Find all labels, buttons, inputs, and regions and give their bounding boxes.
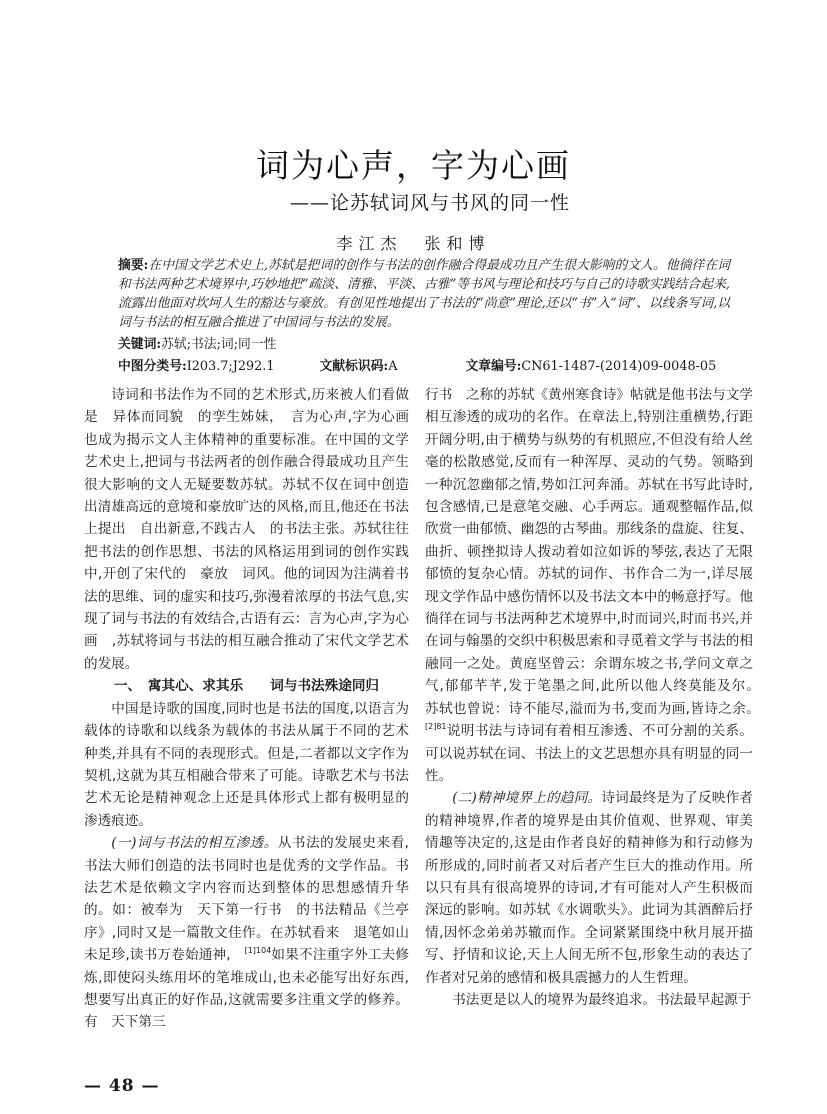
paragraph: 书法更是以人的境界为最终追求。书法最早起源于 xyxy=(452,991,752,1008)
paragraph xyxy=(425,787,753,989)
paragraph xyxy=(84,832,409,1034)
page-number: — 48 — xyxy=(84,1076,160,1096)
paragraph-text: 行书 之称的苏轼《黄州寒食诗》帖就是他书法与文学相互渗透的成功的名作。在章法上,特别注重横势,行距开阔分明,由于横势与纵势的有机照应,不但没有给人丝毫的松散感觉,反而有一种浑厚、灵动的气势。领略到一种沉忽幽郁之情,势如江河奔涌。苏轼在书写此诗时,包含感情,已是意笔交融、心手两忘。通观整幅作品,似欣赏一曲郁愤、幽怨的古琴曲。那线条的盘旋、往复、曲折、顿挫拟诗人拨动着如泣如诉的琴弦,表达了无限郁愤的复杂心情。苏轼的词作、书作合二为一,详尽展现文学作品中感伤情怀以及书法文本中的畅意抒写。他徜徉在词与书法两种艺术境界中,时而词兴,时而书兴,并在词与翰墨的交织中积极思索和寻觅着文学与书法的相融同一之处。黄庭坚曾云：余谓东坡之书,学问文章之气,郁郁芊芊,发于笔墨之间,此所以他人终莫能及尔。 苏轼也曾说：诗不能尽,溢而为书,变而为画,皆诗之余。 xyxy=(425,387,767,717)
keywords xyxy=(118,335,730,354)
classification-line xyxy=(118,357,758,376)
class-label: 中图分类号: xyxy=(118,359,187,374)
paragraph: 中国是诗歌的国度,同时也是书法的国度,以语言为载体的诗歌和以线条为载体的书法从属于不同的艺术种类,并具有不同的表现形式。但是,二者都以文字作为契机,这就为其互相融合带来了可能。诗歌艺术与书法艺术无论是精神观念上还是具体形式上都有极明显的渗透痕迹。 xyxy=(84,700,409,829)
citation: [1]104 xyxy=(244,946,272,956)
section-heading: 一、 寓其心、求其乐 词与书法殊途同归 xyxy=(113,678,380,695)
doc-code-value: A xyxy=(388,359,398,374)
abstract-label: 摘要: xyxy=(118,258,149,273)
right-column xyxy=(425,384,767,1011)
citation: [2]81 xyxy=(425,722,447,732)
article-no-value: CN61-1487-(2014)09-0048-05 xyxy=(521,359,717,374)
article-title: 词为心声，字为心画 xyxy=(256,146,571,185)
paragraph: 诗词和书法作为不同的艺术形式,历来被人们看做是 异体而同貌 的孪生姊妹， 言为心声,字为心画 也成为揭示文人主体精神的重要标准。在中国的文学艺术史上,把词与书法两者的创作融合得最成功且产生很大影响的文人无疑要数苏轼。苏轼不仅在词中创造出清雄高远的意境和豪放旷达的风格,而且,他还在书法上提出 自出新意,不践古人 的书法主张。苏轼往往把书法的创作思想、书法的风格运用到词的创作实践中,开创了宋代的 豪放 词风。他的词因为注满着书法的思维、词的虚实和技巧,弥漫着浓厚的书法气息,实现了词与书法的有效结合,古语有云：言为心声,字为心画 ,苏轼将词与书法的相互融合推动了宋代文学艺术的发展。 xyxy=(84,387,423,672)
left-column xyxy=(84,384,423,1034)
paragraph-text: 诗词最终是为了反映作者的精神境界,作者的境界是由其价值观、世界观、审美情趣等决定的,这是由作者良好的精神修为和行动修为所形成的,同时前者又对后者产生巨大的推动作用。所以只有具有很高境界的诗词,才有可能对人产生积极而深远的影响。如苏轼《水调歌头》。此词为其酒醉后抒情,因怀念弟弟苏辙而作。全词紧紧围绕中秋月展开描写、抒情和议论,天上人间无所不包,形象生动的表达了作者对兄弟的感情和极具震撼力的人生哲理。 xyxy=(425,790,754,986)
abstract-text: 在中国文学艺术史上,苏轼是把词的创作与书法的创作融合得最成功且产生很大影响的文人。他徜徉在词和书法两种艺术境界中,巧妙地把“疏淡、清雅、平淡、古雅”等书风与理论和技巧与自己的诗歌实践结合起来,流露出他面对坎坷人生的豁达与豪放。有创见性地提出了书法的“尚意”理论,还以“书”入“词”、以线条写词,以词与书法的相互融合推进了中国词与书法的发展。 xyxy=(118,258,730,330)
keywords-text: 苏轼;书法;词;同一性 xyxy=(161,337,277,352)
paragraph-text: 从书法的发展史来看,书法大师们创造的法书同时也是优秀的文学作品。书法艺术是依赖文字内容而达到整体的思想感情升华的。如：被奉为 天下第一行书 的书法精品《兰亭序》,同时又是一篇散文佳作。在苏轼看来 退笔如山未足珍,读书万卷始通神, xyxy=(84,835,409,964)
paragraph-text: 如果不注重字外工夫修炼,即使闷头练用坏的笔堆成山,也未必能写出好东西,想要写出真正的好作品,这就需要多注重文学的修养。有 天下第三 xyxy=(84,947,409,1031)
paragraph xyxy=(425,384,767,787)
subsection-heading: (二)精神境界上的趋同。 xyxy=(452,790,602,807)
article-no-label: 文章编号: xyxy=(465,359,522,374)
doc-code-label: 文献标识码: xyxy=(319,359,389,374)
subsection-heading: (一)词与书法的相互渗透。 xyxy=(111,835,278,852)
class-value: I203.7;J292.1 xyxy=(186,359,275,374)
article-authors: 李江杰 张和博 xyxy=(336,234,491,253)
article-subtitle: ——论苏轼词风与书风的同一性 xyxy=(290,192,571,214)
abstract xyxy=(118,256,730,332)
paragraph-text: 说明书法与诗词有着相互渗透、不可分割的关系。可以说苏轼在词、书法上的文艺思想亦具有明显的同一性。 xyxy=(425,723,753,784)
keywords-label: 关键词: xyxy=(118,337,162,352)
